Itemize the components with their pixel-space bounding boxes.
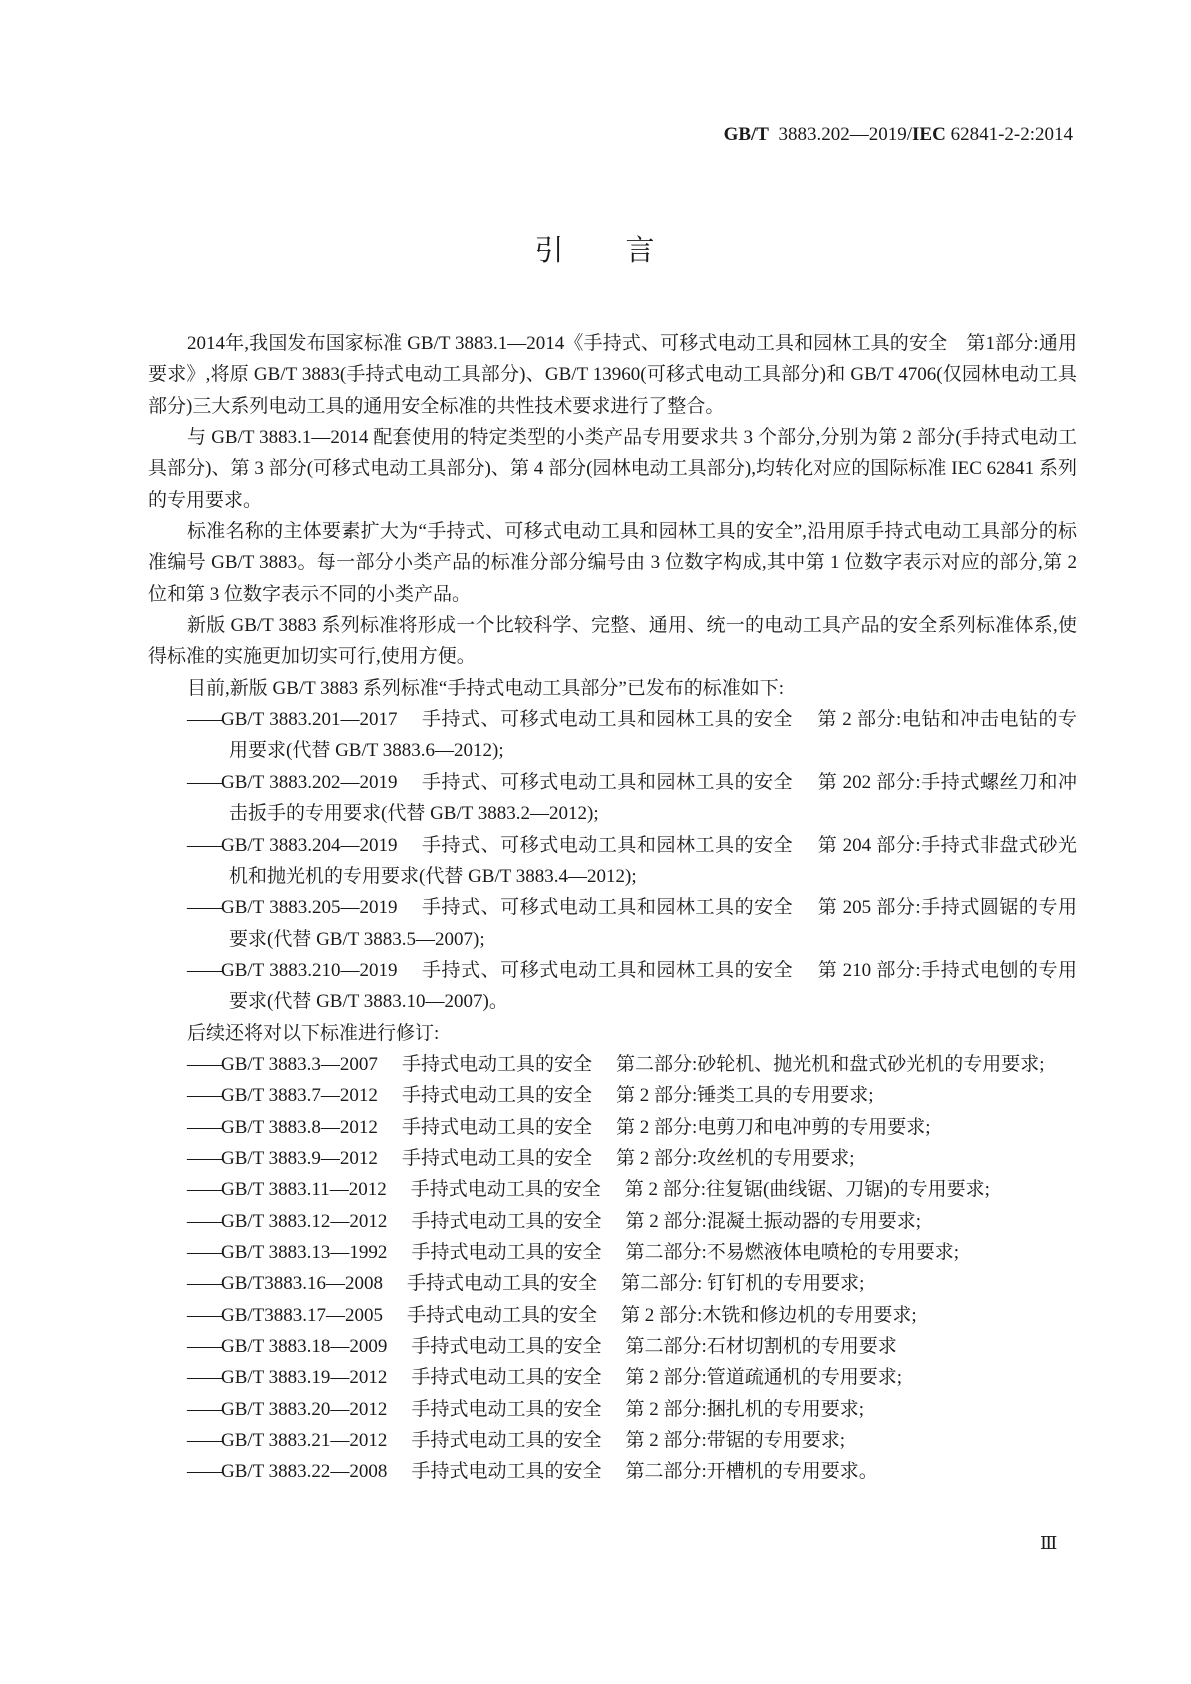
dash: —— <box>187 1304 221 1326</box>
standard-list-item <box>148 1143 1077 1174</box>
standard-code: GB/T 3883.8—2012 <box>221 1116 378 1138</box>
standard-list-item <box>148 955 1077 1018</box>
standard-code: GB/T 3883.201—2017 <box>221 709 398 731</box>
dash: —— <box>187 1179 221 1201</box>
paragraph: 新版 GB/T 3883 系列标准将形成一个比较科学、完整、通用、统一的电动工具产品的安全系列标准体系,使得标准的实施更加切实可行,使用方便。 <box>148 615 1077 668</box>
standard-title: 手持式电动工具的安全 <box>407 1304 598 1326</box>
paragraph: 2014年,我国发布国家标准 GB/T 3883.1—2014《手持式、可移式电动工具和园林工具的安全 第1部分:通用要求》,将原 GB/T 3883(手持式电动工具部分)、GB/T 13960(可移式电动工具部分)和 GB/T 4706(仅园林电动工具部分)三大系列电动工具的通用安全标准的共性技术要求进行了整合。 <box>148 333 1077 417</box>
standard-part: 第 2 部分:带锯的专用要求; <box>625 1430 846 1452</box>
title-char: 引 <box>534 233 566 267</box>
standard-part: 第二部分:砂轮机、抛光机和盘式砂光机的专用要求; <box>615 1053 1045 1075</box>
standard-list-item <box>148 892 1077 955</box>
dash: —— <box>187 1273 221 1295</box>
standard-title: 手持式、可移式电动工具和园林工具的安全 <box>421 709 793 731</box>
standard-code: GB/T3883.17—2005 <box>221 1304 384 1326</box>
standard-code: GB/T 3883.13—1992 <box>221 1241 388 1263</box>
dash: —— <box>187 1430 221 1452</box>
dash: —— <box>187 1336 221 1357</box>
standard-title: 手持式电动工具的安全 <box>401 1147 592 1169</box>
paragraph: 与 GB/T 3883.1—2014 配套使用的特定类型的小类产品专用要求共 3 个部分,分别为第 2 部分(手持式电动工具部分)、第 3 部分(可移式电动工具部分)、第 4 部分(园林电动工具部分),均转化对应的国际标准 IEC 62841 系列的专用要求。 <box>148 427 1077 511</box>
dash: —— <box>187 1210 221 1232</box>
standard-part: 第 202 部分:手持式螺丝刀和冲击扳手的专用要求(代替 GB/T 3883.2—2012); <box>229 771 1078 825</box>
standard-list-item <box>148 830 1077 893</box>
std-number: 3883.202—2019/ <box>778 124 913 145</box>
standard-code: GB/T 3883.9—2012 <box>221 1147 378 1169</box>
standard-title: 手持式电动工具的安全 <box>401 1116 592 1138</box>
standard-title: 手持式电动工具的安全 <box>411 1241 602 1263</box>
revision-intro: 后续还将对以下标准进行修订: <box>187 1022 440 1044</box>
standard-code: GB/T 3883.12—2012 <box>221 1210 388 1232</box>
paragraph: 标准名称的主体要素扩大为“手持式、可移式电动工具和园林工具的安全”,沿用原手持式电动工具部分的标准编号 GB/T 3883。每一部分小类产品的标准分部分编号由 3 位数字构成,其中第 1 位数字表示对应的部分,第 2 位和第 3 位数字表示不同的小类产品。 <box>148 521 1077 605</box>
standard-list-item <box>148 767 1077 830</box>
standard-list-item <box>148 1456 1077 1487</box>
standard-part: 第 2 部分:锤类工具的专用要求; <box>615 1085 874 1107</box>
standard-title: 手持式电动工具的安全 <box>411 1336 602 1357</box>
standard-code: GB/T 3883.3—2007 <box>221 1053 378 1075</box>
revision-standards-list <box>148 1049 1077 1488</box>
std-prefix: GB/T <box>723 124 769 145</box>
dash: —— <box>187 959 221 981</box>
standard-code: GB/T 3883.18—2009 <box>221 1336 388 1357</box>
standard-part: 第 2 部分:管道疏通机的专用要求; <box>625 1367 903 1389</box>
standard-list-item <box>148 1174 1077 1205</box>
standard-code: GB/T 3883.22—2008 <box>221 1461 388 1483</box>
standard-list-item <box>148 1268 1077 1299</box>
standard-code: GB/T 3883.19—2012 <box>221 1367 388 1389</box>
standard-list-item <box>148 1237 1077 1268</box>
iec-prefix: IEC <box>912 124 946 145</box>
iec-number: 62841-2-2:2014 <box>950 124 1073 145</box>
standard-title: 手持式电动工具的安全 <box>407 1273 598 1295</box>
standard-list-item <box>148 1394 1077 1425</box>
dash: —— <box>187 1367 221 1389</box>
standard-part: 第 2 部分:木铣和修边机的专用要求; <box>621 1304 917 1326</box>
standard-list-item <box>148 1300 1077 1331</box>
standard-code: GB/T 3883.11—2012 <box>221 1179 387 1201</box>
dash: —— <box>187 1241 221 1263</box>
standard-part: 第 2 部分:攻丝机的专用要求; <box>615 1147 855 1169</box>
standard-title: 手持式电动工具的安全 <box>401 1085 592 1107</box>
standard-part: 第 205 部分:手持式圆锯的专用要求(代替 GB/T 3883.5—2007); <box>229 897 1078 950</box>
dash: —— <box>187 1461 221 1483</box>
standard-part: 第 2 部分:捆扎机的专用要求; <box>625 1398 865 1420</box>
standard-part: 第二部分:开槽机的专用要求。 <box>625 1461 878 1483</box>
published-standards-list <box>148 704 1077 1017</box>
dash: —— <box>187 771 221 793</box>
standard-title: 手持式、可移式电动工具和园林工具的安全 <box>421 959 794 981</box>
standard-title: 手持式电动工具的安全 <box>401 1053 592 1075</box>
standard-part: 第二部分:石材切割机的专用要求 <box>625 1336 897 1357</box>
standard-part: 第二部分: 钉钉机的专用要求; <box>621 1273 865 1295</box>
standard-code: GB/T 3883.204—2019 <box>221 834 398 856</box>
document-header <box>724 124 1073 146</box>
dash: —— <box>187 709 221 731</box>
dash: —— <box>187 1147 221 1169</box>
standard-part: 第 210 部分:手持式电刨的专用要求(代替 GB/T 3883.10—2007)。 <box>229 959 1078 1013</box>
page-number: Ⅲ <box>1040 1533 1058 1553</box>
standard-title: 手持式、可移式电动工具和园林工具的安全 <box>421 771 794 793</box>
standard-title: 手持式电动工具的安全 <box>410 1179 601 1201</box>
standard-title: 手持式、可移式电动工具和园林工具的安全 <box>421 834 794 856</box>
dash: —— <box>187 897 221 919</box>
standard-list-item <box>148 1206 1077 1237</box>
standard-code: GB/T 3883.210—2019 <box>221 959 398 981</box>
dash: —— <box>187 834 221 856</box>
standard-list-item <box>148 704 1077 767</box>
standard-list-item <box>148 1425 1077 1456</box>
standard-title: 手持式电动工具的安全 <box>411 1398 602 1420</box>
standard-code: GB/T 3883.202—2019 <box>221 771 398 793</box>
standard-part: 第二部分:不易燃液体电喷枪的专用要求; <box>625 1241 960 1263</box>
standard-list-item <box>148 1049 1077 1080</box>
dash: —— <box>187 1398 221 1420</box>
dash: —— <box>187 1116 221 1138</box>
standard-title: 手持式电动工具的安全 <box>411 1430 602 1452</box>
title-char: 言 <box>625 233 657 267</box>
standard-code: GB/T 3883.21—2012 <box>221 1430 388 1452</box>
standard-part: 第 2 部分:混凝土振动器的专用要求; <box>625 1210 922 1232</box>
published-intro: 目前,新版 GB/T 3883 系列标准“手持式电动工具部分”已发布的标准如下: <box>187 677 785 699</box>
standard-title: 手持式电动工具的安全 <box>411 1461 602 1483</box>
standard-title: 手持式、可移式电动工具和园林工具的安全 <box>421 897 794 919</box>
standard-code: GB/T3883.16—2008 <box>221 1273 384 1295</box>
standard-code: GB/T 3883.20—2012 <box>221 1398 388 1420</box>
dash: —— <box>187 1085 221 1107</box>
standard-code: GB/T 3883.7—2012 <box>221 1085 378 1107</box>
standard-list-item <box>148 1331 1077 1362</box>
dash: —— <box>187 1053 221 1075</box>
document-body <box>148 328 1077 1488</box>
standard-part: 第 2 部分:往复锯(曲线锯、刀锯)的专用要求; <box>624 1179 990 1201</box>
standard-part: 第 2 部分:电钻和冲击电钻的专用要求(代替 GB/T 3883.6—2012); <box>229 709 1078 762</box>
standard-list-item <box>148 1080 1077 1111</box>
standard-list-item <box>148 1112 1077 1143</box>
standard-list-item <box>148 1362 1077 1393</box>
standard-title: 手持式电动工具的安全 <box>411 1210 602 1232</box>
page-title <box>0 228 1191 269</box>
standard-part: 第 204 部分:手持式非盘式砂光机和抛光机的专用要求(代替 GB/T 3883.4—2012); <box>229 834 1078 887</box>
standard-part: 第 2 部分:电剪刀和电冲剪的专用要求; <box>615 1116 931 1138</box>
standard-code: GB/T 3883.205—2019 <box>221 897 398 919</box>
standard-title: 手持式电动工具的安全 <box>411 1367 602 1389</box>
